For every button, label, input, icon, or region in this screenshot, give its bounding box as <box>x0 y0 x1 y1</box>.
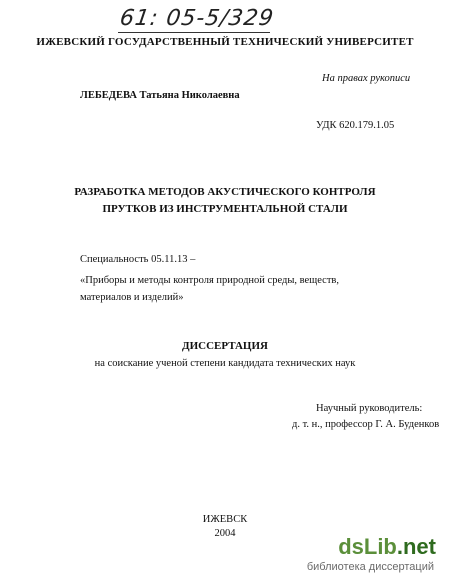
specialty-code: Специальность 05.11.13 – <box>80 254 196 265</box>
handwritten-archive-code: 61: 05-5/329 <box>118 6 276 31</box>
university-name: ИЖЕВСКИЙ ГОСУДАРСТВЕННЫЙ ТЕХНИЧЕСКИЙ УНИВЕРСИТЕТ <box>36 36 414 48</box>
city: ИЖЕВСК <box>202 514 248 525</box>
watermark-logo[interactable] <box>338 534 436 560</box>
watermark-logo-main: dsLib <box>338 534 397 559</box>
watermark-subtitle: библиотека диссертаций <box>306 561 434 573</box>
thesis-title-line-2: ПРУТКОВ ИЗ ИНСТРУМЕНТАЛЬНОЙ СТАЛИ <box>102 203 348 215</box>
udk-code: УДК 620.179.1.05 <box>316 120 395 131</box>
supervisor-label: Научный руководитель: <box>316 403 423 414</box>
degree-description: на соискание ученой степени кандидата технических наук <box>94 358 356 369</box>
specialty-description: «Приборы и методы контроля природной среды, веществ, материалов и изделий» <box>80 275 340 303</box>
manuscript-note: На правах рукописи <box>322 73 411 84</box>
dissertation-label: ДИССЕРТАЦИЯ <box>182 340 268 352</box>
handwritten-underline <box>118 32 270 33</box>
supervisor-name: д. т. н., профессор Г. А. Буденков <box>292 419 440 430</box>
thesis-title-line-1: РАЗРАБОТКА МЕТОДОВ АКУСТИЧЕСКОГО КОНТРОЛЯ <box>74 186 376 198</box>
watermark-logo-suffix: .net <box>396 534 436 559</box>
year: 2004 <box>214 528 236 539</box>
author-name: ЛЕБЕДЕВА Татьяна Николаевна <box>80 90 240 101</box>
